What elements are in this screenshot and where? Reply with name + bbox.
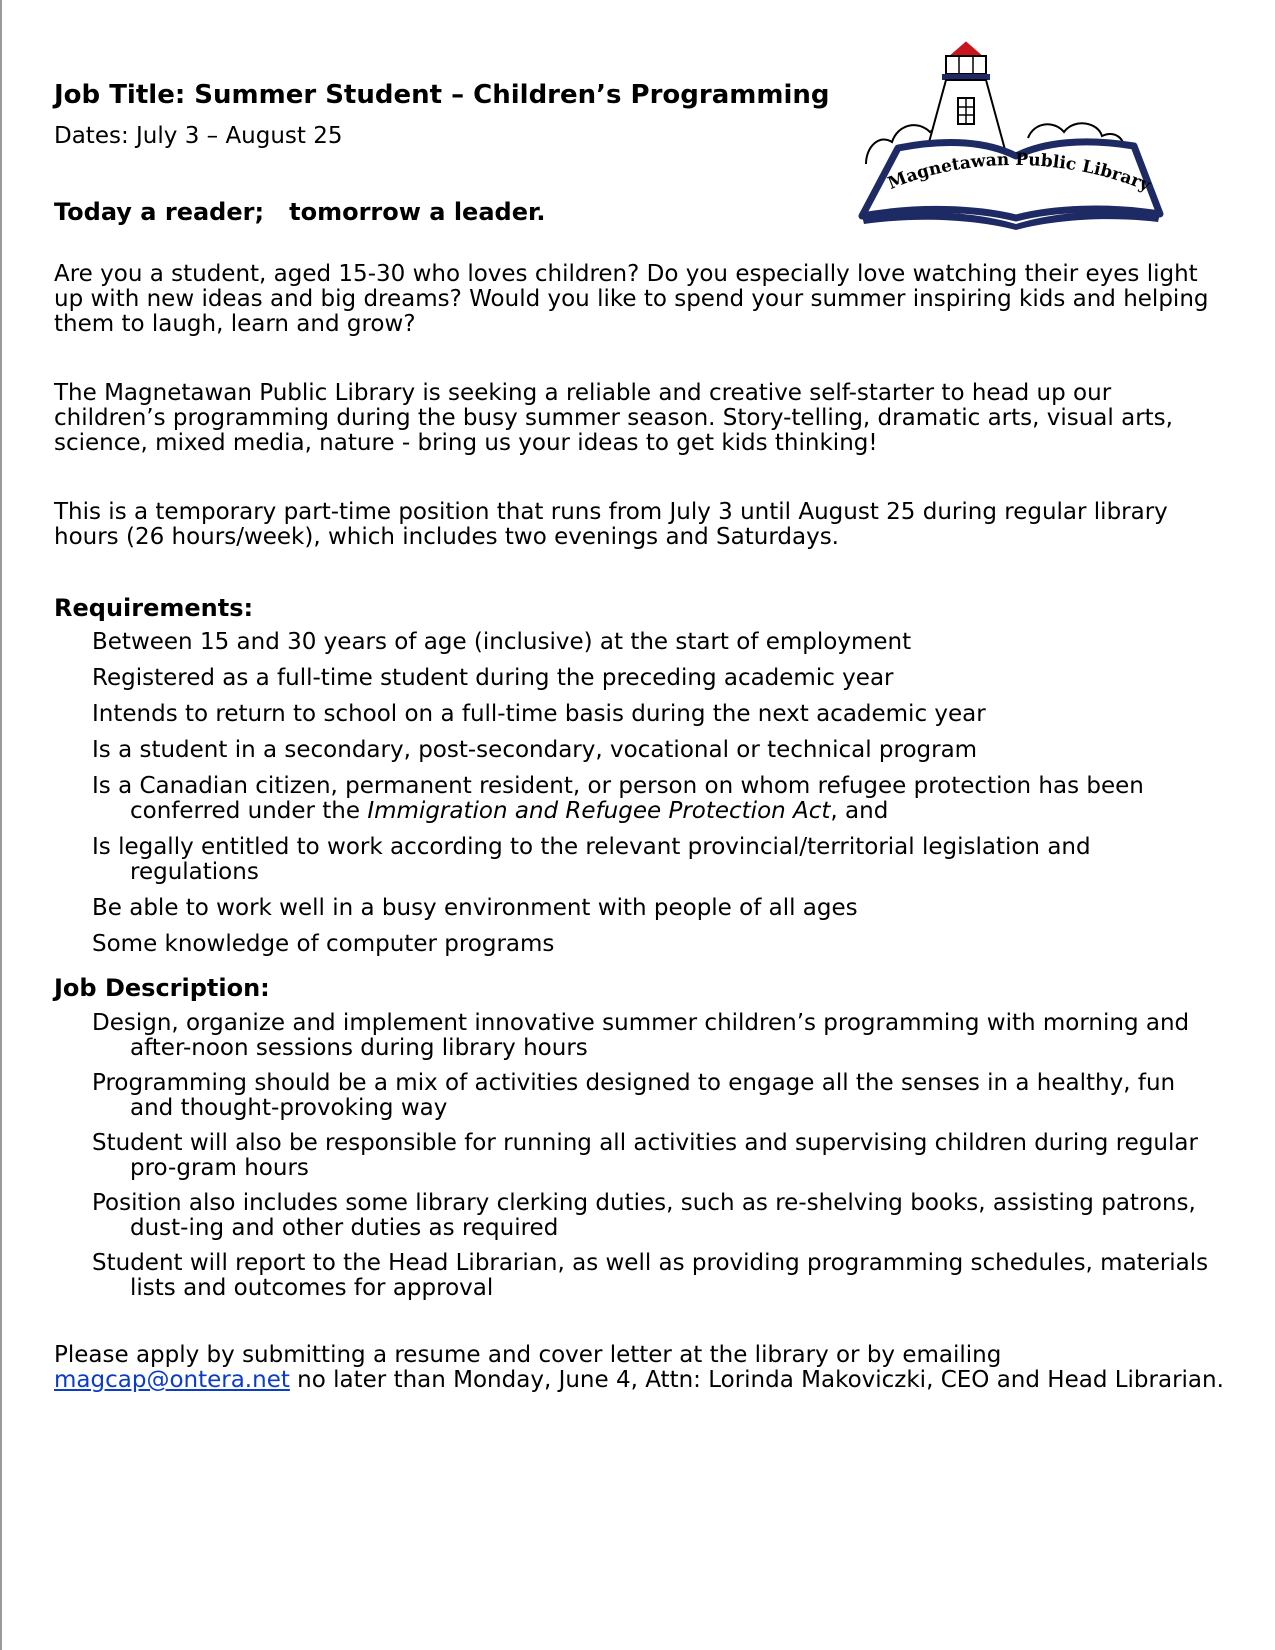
apply-text-end: no later than Monday, June 4, Attn: Lorinda Makoviczki, CEO and Head Librarian. — [289, 1367, 1224, 1393]
job-title: Job Title: Summer Student – Children’s Programming — [54, 80, 830, 110]
list-item: Position also includes some library clerking duties, such as re-shelving books, assisting patrons, dust-ing and other duties as required — [92, 1190, 1196, 1241]
intro-paragraph-2: The Magnetawan Public Library is seeking a reliable and creative self-starter to head up our children’s programming during the busy summer season. Story-telling, dramatic arts, visual arts, science, mixed media, nature - bring us your ideas to get kids thinking! — [54, 380, 1173, 456]
list-item — [92, 774, 1222, 824]
email-link[interactable]: magcap@ontera.net — [54, 1367, 290, 1393]
list-item: Programming should be a mix of activities designed to engage all the senses in a healthy, fun and thought-provoking way — [92, 1070, 1176, 1121]
list-item: Registered as a full-time student during the preceding academic year — [92, 665, 894, 691]
job-description-list — [92, 1011, 1222, 1301]
list-item: Intends to return to school on a full-time basis during the next academic year — [92, 701, 986, 727]
act-name: Immigration and Refugee Protection Act — [367, 798, 831, 824]
job-dates: Dates: July 3 – August 25 — [54, 123, 343, 149]
logo-lantern-room — [946, 56, 986, 74]
citizen-text: Is a Canadian citizen, permanent resident, or person on whom refugee protection has been conferred under the — [92, 773, 1144, 824]
list-item: Student will also be responsible for running all activities and supervising children during regular pro-gram hours — [92, 1130, 1198, 1181]
intro-paragraph-1: Are you a student, aged 15-30 who loves children? Do you especially love watching their eyes light up with new ideas and big dreams? Would you like to spend your summer inspiring kids and helping them to laugh, learn and grow? — [54, 261, 1209, 337]
logo-roof — [950, 42, 982, 56]
list-item: Is a student in a secondary, post-secondary, vocational or technical program — [92, 737, 978, 763]
list-item: Student will report to the Head Librarian, as well as providing programming schedules, materials lists and outcomes for approval — [92, 1250, 1209, 1301]
library-logo — [858, 38, 1178, 248]
requirements-heading: Requirements: — [54, 594, 254, 622]
list-item: Between 15 and 30 years of age (inclusive) at the start of employment — [92, 629, 912, 655]
list-item: Be able to work well in a busy environment with people of all ages — [92, 895, 858, 921]
apply-text: Please apply by submitting a resume and cover letter at the library or by emailing — [54, 1342, 1002, 1368]
list-item: Design, organize and implement innovative summer children’s programming with morning and after-noon sessions during library hours — [92, 1010, 1190, 1061]
list-item: Some knowledge of computer programs — [92, 931, 555, 957]
job-description-heading: Job Description: — [54, 974, 270, 1002]
motto: Today a reader; tomorrow a leader. — [54, 198, 546, 226]
requirements-list — [92, 630, 1222, 957]
apply-paragraph — [54, 1343, 1224, 1393]
intro-paragraph-3: This is a temporary part-time position that runs from July 3 until August 25 during regular library hours (26 hours/week), which includes two evenings and Saturdays. — [54, 499, 1168, 550]
citizen-text-end: , and — [830, 798, 889, 824]
logo-text: Magnetawan Public Library — [885, 149, 1154, 196]
list-item: Is legally entitled to work according to the relevant provincial/territorial legislation and regulations — [92, 834, 1091, 885]
